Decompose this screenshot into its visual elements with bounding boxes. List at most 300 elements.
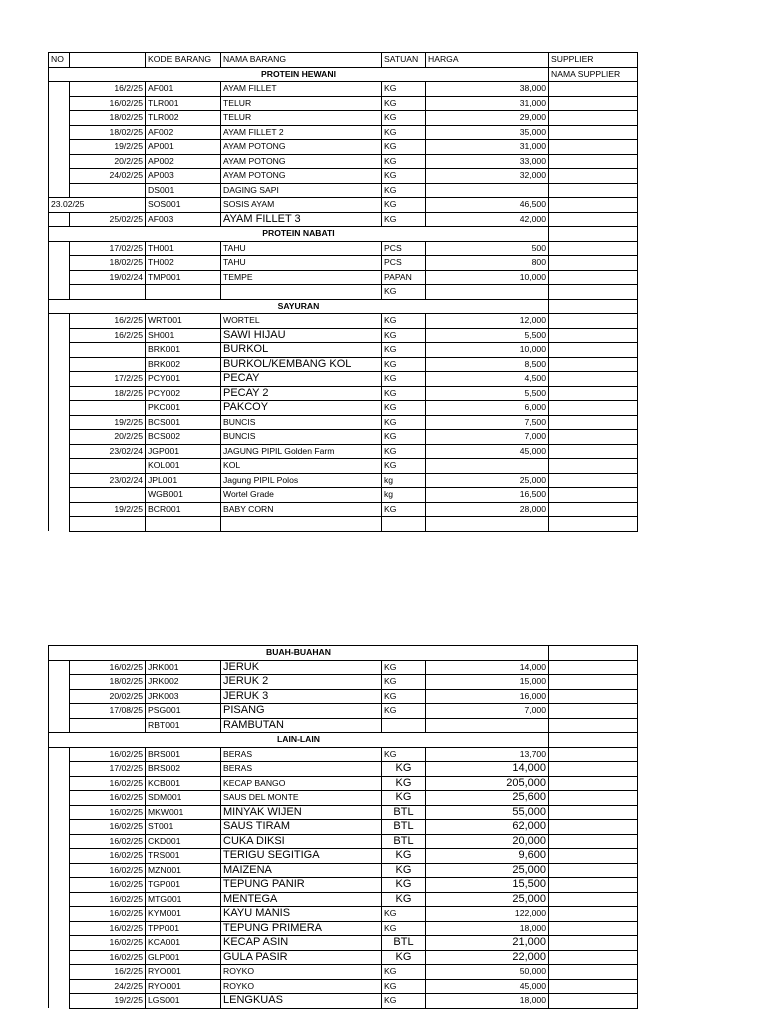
table-row	[49, 805, 638, 820]
row-supplier	[549, 849, 638, 864]
row-harga: 500	[426, 241, 549, 256]
row-no	[49, 169, 70, 184]
row-supplier	[549, 718, 638, 733]
table-row	[49, 256, 638, 271]
table-row	[49, 473, 638, 488]
row-satuan: KG	[382, 183, 426, 198]
row-harga	[426, 183, 549, 198]
row-kode-barang	[146, 285, 221, 300]
row-harga: 15,000	[426, 675, 549, 690]
row-satuan: BTL	[382, 834, 426, 849]
row-no	[49, 849, 70, 864]
row-harga: 14,000	[426, 762, 549, 777]
row-supplier	[549, 950, 638, 965]
row-satuan: kg	[382, 473, 426, 488]
row-date: 16/02/25	[70, 776, 146, 791]
row-no	[49, 473, 70, 488]
row-date: 16/2/25	[70, 328, 146, 343]
row-no	[49, 140, 70, 155]
row-kode-barang: JGP001	[146, 444, 221, 459]
row-satuan: KG	[382, 343, 426, 358]
row-no	[49, 314, 70, 329]
row-supplier	[549, 386, 638, 401]
row-no	[49, 459, 70, 474]
row-satuan: KG	[382, 979, 426, 994]
row-no	[49, 762, 70, 777]
row-date: 16/02/25	[70, 936, 146, 951]
row-supplier	[549, 878, 638, 893]
row-supplier	[549, 965, 638, 980]
row-harga: 25,600	[426, 791, 549, 806]
row-kode-barang	[146, 517, 221, 532]
row-no	[49, 994, 70, 1009]
row-supplier	[549, 488, 638, 503]
row-satuan: PCS	[382, 256, 426, 271]
row-kode-barang: ST001	[146, 820, 221, 835]
row-harga: 5,500	[426, 328, 549, 343]
table-row	[49, 430, 638, 445]
row-date: 16/02/25	[70, 907, 146, 922]
header-blank	[70, 53, 146, 68]
row-no	[49, 791, 70, 806]
row-no	[49, 878, 70, 893]
row-date: 20/02/25	[70, 689, 146, 704]
row-date	[70, 401, 146, 416]
row-no	[49, 415, 70, 430]
row-date	[70, 718, 146, 733]
row-date: 17/02/25	[70, 241, 146, 256]
row-satuan: KG	[382, 125, 426, 140]
table-row	[49, 660, 638, 675]
row-kode-barang: BRS001	[146, 747, 221, 762]
row-nama-barang: MINYAK WIJEN	[221, 805, 382, 820]
row-supplier	[549, 96, 638, 111]
row-harga	[426, 285, 549, 300]
row-harga: 18,000	[426, 994, 549, 1009]
row-satuan: KG	[382, 950, 426, 965]
row-harga: 20,000	[426, 834, 549, 849]
row-nama-barang: BURKOL/KEMBANG KOL	[221, 357, 382, 372]
table-row	[49, 154, 638, 169]
row-harga: 205,000	[426, 776, 549, 791]
row-satuan: KG	[382, 689, 426, 704]
row-harga	[426, 517, 549, 532]
row-kode-barang: AP001	[146, 140, 221, 155]
table-row	[49, 488, 638, 503]
row-nama-barang: MAIZENA	[221, 863, 382, 878]
row-nama-barang: MENTEGA	[221, 892, 382, 907]
row-harga: 50,000	[426, 965, 549, 980]
row-satuan: KG	[382, 921, 426, 936]
row-satuan: KG	[382, 285, 426, 300]
row-no	[49, 921, 70, 936]
row-kode-barang: RBT001	[146, 718, 221, 733]
row-supplier	[549, 979, 638, 994]
row-kode-barang: KCA001	[146, 936, 221, 951]
row-date	[70, 343, 146, 358]
row-harga: 18,000	[426, 921, 549, 936]
row-date: 19/2/25	[70, 994, 146, 1009]
table-row	[49, 502, 638, 517]
table-row	[49, 270, 638, 285]
row-kode-barang: BRK002	[146, 357, 221, 372]
table-row	[49, 82, 638, 97]
row-nama-barang: KECAP BANGO	[221, 776, 382, 791]
row-date: 20/2/25	[70, 154, 146, 169]
table-row	[49, 863, 638, 878]
row-supplier	[549, 936, 638, 951]
row-supplier	[549, 892, 638, 907]
row-supplier	[549, 169, 638, 184]
row-satuan: KG	[382, 372, 426, 387]
row-date: 25/02/25	[70, 212, 146, 227]
row-date: 16/02/25	[70, 805, 146, 820]
row-harga: 45,000	[426, 979, 549, 994]
table-row	[49, 979, 638, 994]
row-satuan: KG	[382, 502, 426, 517]
row-harga: 42,000	[426, 212, 549, 227]
row-date: 19/2/25	[70, 502, 146, 517]
row-satuan: KG	[382, 791, 426, 806]
row-satuan: KG	[382, 878, 426, 893]
price-table-2	[48, 645, 638, 1009]
row-date: 19/2/25	[70, 140, 146, 155]
row-nama-barang: ROYKO	[221, 979, 382, 994]
row-supplier	[549, 517, 638, 532]
row-supplier	[549, 343, 638, 358]
row-harga: 31,000	[426, 96, 549, 111]
row-no	[49, 660, 70, 675]
row-date	[70, 285, 146, 300]
row-date	[70, 183, 146, 198]
table-row	[49, 936, 638, 951]
row-nama-barang: CUKA DIKSI	[221, 834, 382, 849]
section-row	[49, 227, 638, 242]
row-harga: 25,000	[426, 892, 549, 907]
row-satuan: KG	[382, 675, 426, 690]
row-satuan: KG	[382, 82, 426, 97]
table-row	[49, 950, 638, 965]
table-row	[49, 689, 638, 704]
table-row	[49, 343, 638, 358]
table-row	[49, 96, 638, 111]
row-no	[49, 907, 70, 922]
row-satuan: KG	[382, 401, 426, 416]
row-nama-barang: RAMBUTAN	[221, 718, 382, 733]
row-satuan: KG	[382, 96, 426, 111]
row-supplier	[549, 125, 638, 140]
row-supplier	[549, 921, 638, 936]
row-date: 16/02/25	[70, 950, 146, 965]
row-no	[49, 270, 70, 285]
row-nama-barang: Wortel Grade	[221, 488, 382, 503]
row-date: 16/02/25	[70, 791, 146, 806]
section-row	[49, 67, 638, 82]
row-satuan: KG	[382, 212, 426, 227]
section-title: PROTEIN NABATI	[49, 227, 549, 242]
row-supplier	[549, 776, 638, 791]
row-no	[49, 82, 70, 97]
row-kode-barang: TMP001	[146, 270, 221, 285]
row-harga: 10,000	[426, 343, 549, 358]
row-no	[49, 704, 70, 719]
row-harga: 25,000	[426, 473, 549, 488]
row-supplier	[549, 675, 638, 690]
row-harga	[426, 459, 549, 474]
row-satuan: KG	[382, 459, 426, 474]
row-no	[49, 747, 70, 762]
table-row	[49, 183, 638, 198]
row-date: 16/02/25	[70, 892, 146, 907]
row-satuan	[382, 718, 426, 733]
row-nama-barang: TEPUNG PANIR	[221, 878, 382, 893]
supplier-cell	[549, 299, 638, 314]
table-row	[49, 921, 638, 936]
row-kode-barang: TLR002	[146, 111, 221, 126]
row-kode-barang: WGB001	[146, 488, 221, 503]
row-harga: 122,000	[426, 907, 549, 922]
row-nama-barang: BUNCIS	[221, 415, 382, 430]
row-nama-barang: SOSIS AYAM	[221, 198, 382, 213]
table-row	[49, 878, 638, 893]
supplier-cell	[549, 733, 638, 748]
row-harga: 8,500	[426, 357, 549, 372]
row-date: 16/02/25	[70, 878, 146, 893]
table-row	[49, 459, 638, 474]
row-no	[49, 343, 70, 358]
table-row	[49, 169, 638, 184]
row-nama-barang: SAUS DEL MONTE	[221, 791, 382, 806]
row-harga: 46,500	[426, 198, 549, 213]
row-satuan: BTL	[382, 936, 426, 951]
row-supplier	[549, 357, 638, 372]
row-date: 23/02/24	[70, 473, 146, 488]
row-date	[70, 488, 146, 503]
row-supplier	[549, 502, 638, 517]
table-row	[49, 820, 638, 835]
row-kode-barang: GLP001	[146, 950, 221, 965]
row-no	[49, 372, 70, 387]
row-satuan: KG	[382, 386, 426, 401]
row-no	[49, 936, 70, 951]
row-kode-barang: TPP001	[146, 921, 221, 936]
row-kode-barang: AF003	[146, 212, 221, 227]
row-kode-barang: MKW001	[146, 805, 221, 820]
row-supplier	[549, 791, 638, 806]
row-satuan: KG	[382, 314, 426, 329]
table-row	[49, 994, 638, 1009]
row-harga: 29,000	[426, 111, 549, 126]
row-supplier	[549, 372, 638, 387]
row-harga: 38,000	[426, 82, 549, 97]
row-no	[49, 241, 70, 256]
row-harga: 7,000	[426, 430, 549, 445]
table-row	[49, 328, 638, 343]
row-nama-barang: KAYU MANIS	[221, 907, 382, 922]
row-kode-barang: AF002	[146, 125, 221, 140]
row-supplier	[549, 430, 638, 445]
row-harga	[426, 718, 549, 733]
row-satuan: KG	[382, 430, 426, 445]
row-harga: 35,000	[426, 125, 549, 140]
row-nama-barang: JERUK 3	[221, 689, 382, 704]
table-row	[49, 285, 638, 300]
row-no	[49, 256, 70, 271]
row-no	[49, 805, 70, 820]
row-satuan: KG	[382, 357, 426, 372]
supplier-cell	[549, 646, 638, 661]
row-kode-barang: BRK001	[146, 343, 221, 358]
row-no	[49, 357, 70, 372]
row-date: 18/2/25	[70, 386, 146, 401]
row-satuan: KG	[382, 849, 426, 864]
row-kode-barang: MTG001	[146, 892, 221, 907]
row-harga: 9,600	[426, 849, 549, 864]
row-satuan: KG	[382, 762, 426, 777]
row-kode-barang: TRS001	[146, 849, 221, 864]
row-nama-barang: KOL	[221, 459, 382, 474]
row-harga: 13,700	[426, 747, 549, 762]
row-satuan: KG	[382, 415, 426, 430]
table-row	[49, 198, 638, 213]
row-nama-barang: SAUS TIRAM	[221, 820, 382, 835]
row-no	[49, 212, 70, 227]
table-row	[49, 415, 638, 430]
row-no	[49, 950, 70, 965]
row-harga: 21,000	[426, 936, 549, 951]
section-title: PROTEIN HEWANI	[49, 67, 549, 82]
table-row	[49, 386, 638, 401]
row-kode-barang: JRK002	[146, 675, 221, 690]
row-satuan: KG	[382, 994, 426, 1009]
row-satuan: KG	[382, 169, 426, 184]
row-nama-barang: PECAY 2	[221, 386, 382, 401]
row-satuan: KG	[382, 328, 426, 343]
row-nama-barang	[221, 285, 382, 300]
row-satuan: BTL	[382, 820, 426, 835]
row-harga: 55,000	[426, 805, 549, 820]
row-date: 20/2/25	[70, 430, 146, 445]
row-harga: 32,000	[426, 169, 549, 184]
row-date: 16/2/25	[70, 314, 146, 329]
row-kode-barang: KYM001	[146, 907, 221, 922]
row-kode-barang: TLR001	[146, 96, 221, 111]
row-kode-barang: RYO001	[146, 979, 221, 994]
row-no	[49, 386, 70, 401]
row-harga: 5,500	[426, 386, 549, 401]
row-satuan: KG	[382, 444, 426, 459]
row-nama-barang: TEPUNG PRIMERA	[221, 921, 382, 936]
table-row	[49, 372, 638, 387]
row-kode-barang: AF001	[146, 82, 221, 97]
row-harga: 31,000	[426, 140, 549, 155]
section-row	[49, 646, 638, 661]
row-kode-barang: TGP001	[146, 878, 221, 893]
row-kode-barang: PCY002	[146, 386, 221, 401]
row-satuan: PAPAN	[382, 270, 426, 285]
table-row	[49, 675, 638, 690]
row-nama-barang: JERUK	[221, 660, 382, 675]
header-no: NO	[49, 53, 70, 68]
row-no	[49, 96, 70, 111]
row-nama-barang: KECAP ASIN	[221, 936, 382, 951]
row-kode-barang: LGS001	[146, 994, 221, 1009]
row-harga: 12,000	[426, 314, 549, 329]
row-date: 23.02/25	[49, 198, 146, 213]
row-kode-barang: TH002	[146, 256, 221, 271]
row-satuan: KG	[382, 198, 426, 213]
row-nama-barang: AYAM FILLET 2	[221, 125, 382, 140]
row-supplier	[549, 82, 638, 97]
row-satuan: PCS	[382, 241, 426, 256]
row-satuan: KG	[382, 747, 426, 762]
table-row	[49, 718, 638, 733]
row-date: 16/02/25	[70, 820, 146, 835]
row-harga: 14,000	[426, 660, 549, 675]
table-row	[49, 125, 638, 140]
row-satuan: BTL	[382, 805, 426, 820]
row-satuan: KG	[382, 154, 426, 169]
row-nama-barang: AYAM POTONG	[221, 154, 382, 169]
row-kode-barang: PSG001	[146, 704, 221, 719]
row-date: 16/02/25	[70, 849, 146, 864]
row-kode-barang: BRS002	[146, 762, 221, 777]
table-row	[49, 401, 638, 416]
table-row	[49, 747, 638, 762]
price-table-1	[48, 52, 638, 532]
row-date: 16/2/25	[70, 965, 146, 980]
row-harga: 22,000	[426, 950, 549, 965]
row-supplier	[549, 689, 638, 704]
row-harga: 28,000	[426, 502, 549, 517]
row-nama-barang: WORTEL	[221, 314, 382, 329]
supplier-cell	[549, 227, 638, 242]
table-row	[49, 791, 638, 806]
row-kode-barang: SDM001	[146, 791, 221, 806]
row-supplier	[549, 401, 638, 416]
table-row	[49, 762, 638, 777]
header-row	[49, 53, 638, 68]
row-nama-barang: TELUR	[221, 96, 382, 111]
header-harga: HARGA	[426, 53, 549, 68]
row-nama-barang: PECAY	[221, 372, 382, 387]
section-title: SAYURAN	[49, 299, 549, 314]
row-satuan: KG	[382, 776, 426, 791]
row-supplier	[549, 820, 638, 835]
row-no	[49, 820, 70, 835]
row-nama-barang: JERUK 2	[221, 675, 382, 690]
table-row	[49, 907, 638, 922]
row-nama-barang: TELUR	[221, 111, 382, 126]
row-harga: 800	[426, 256, 549, 271]
table-row	[49, 965, 638, 980]
row-harga: 62,000	[426, 820, 549, 835]
row-supplier	[549, 747, 638, 762]
row-supplier	[549, 285, 638, 300]
row-kode-barang: AP003	[146, 169, 221, 184]
table-row	[49, 776, 638, 791]
row-no	[49, 444, 70, 459]
row-supplier	[549, 183, 638, 198]
row-harga: 7,500	[426, 415, 549, 430]
row-harga: 16,000	[426, 689, 549, 704]
row-kode-barang: AP002	[146, 154, 221, 169]
row-kode-barang: BCS001	[146, 415, 221, 430]
row-no	[49, 834, 70, 849]
row-date: 23/02/24	[70, 444, 146, 459]
row-supplier	[549, 212, 638, 227]
row-kode-barang: JRK003	[146, 689, 221, 704]
